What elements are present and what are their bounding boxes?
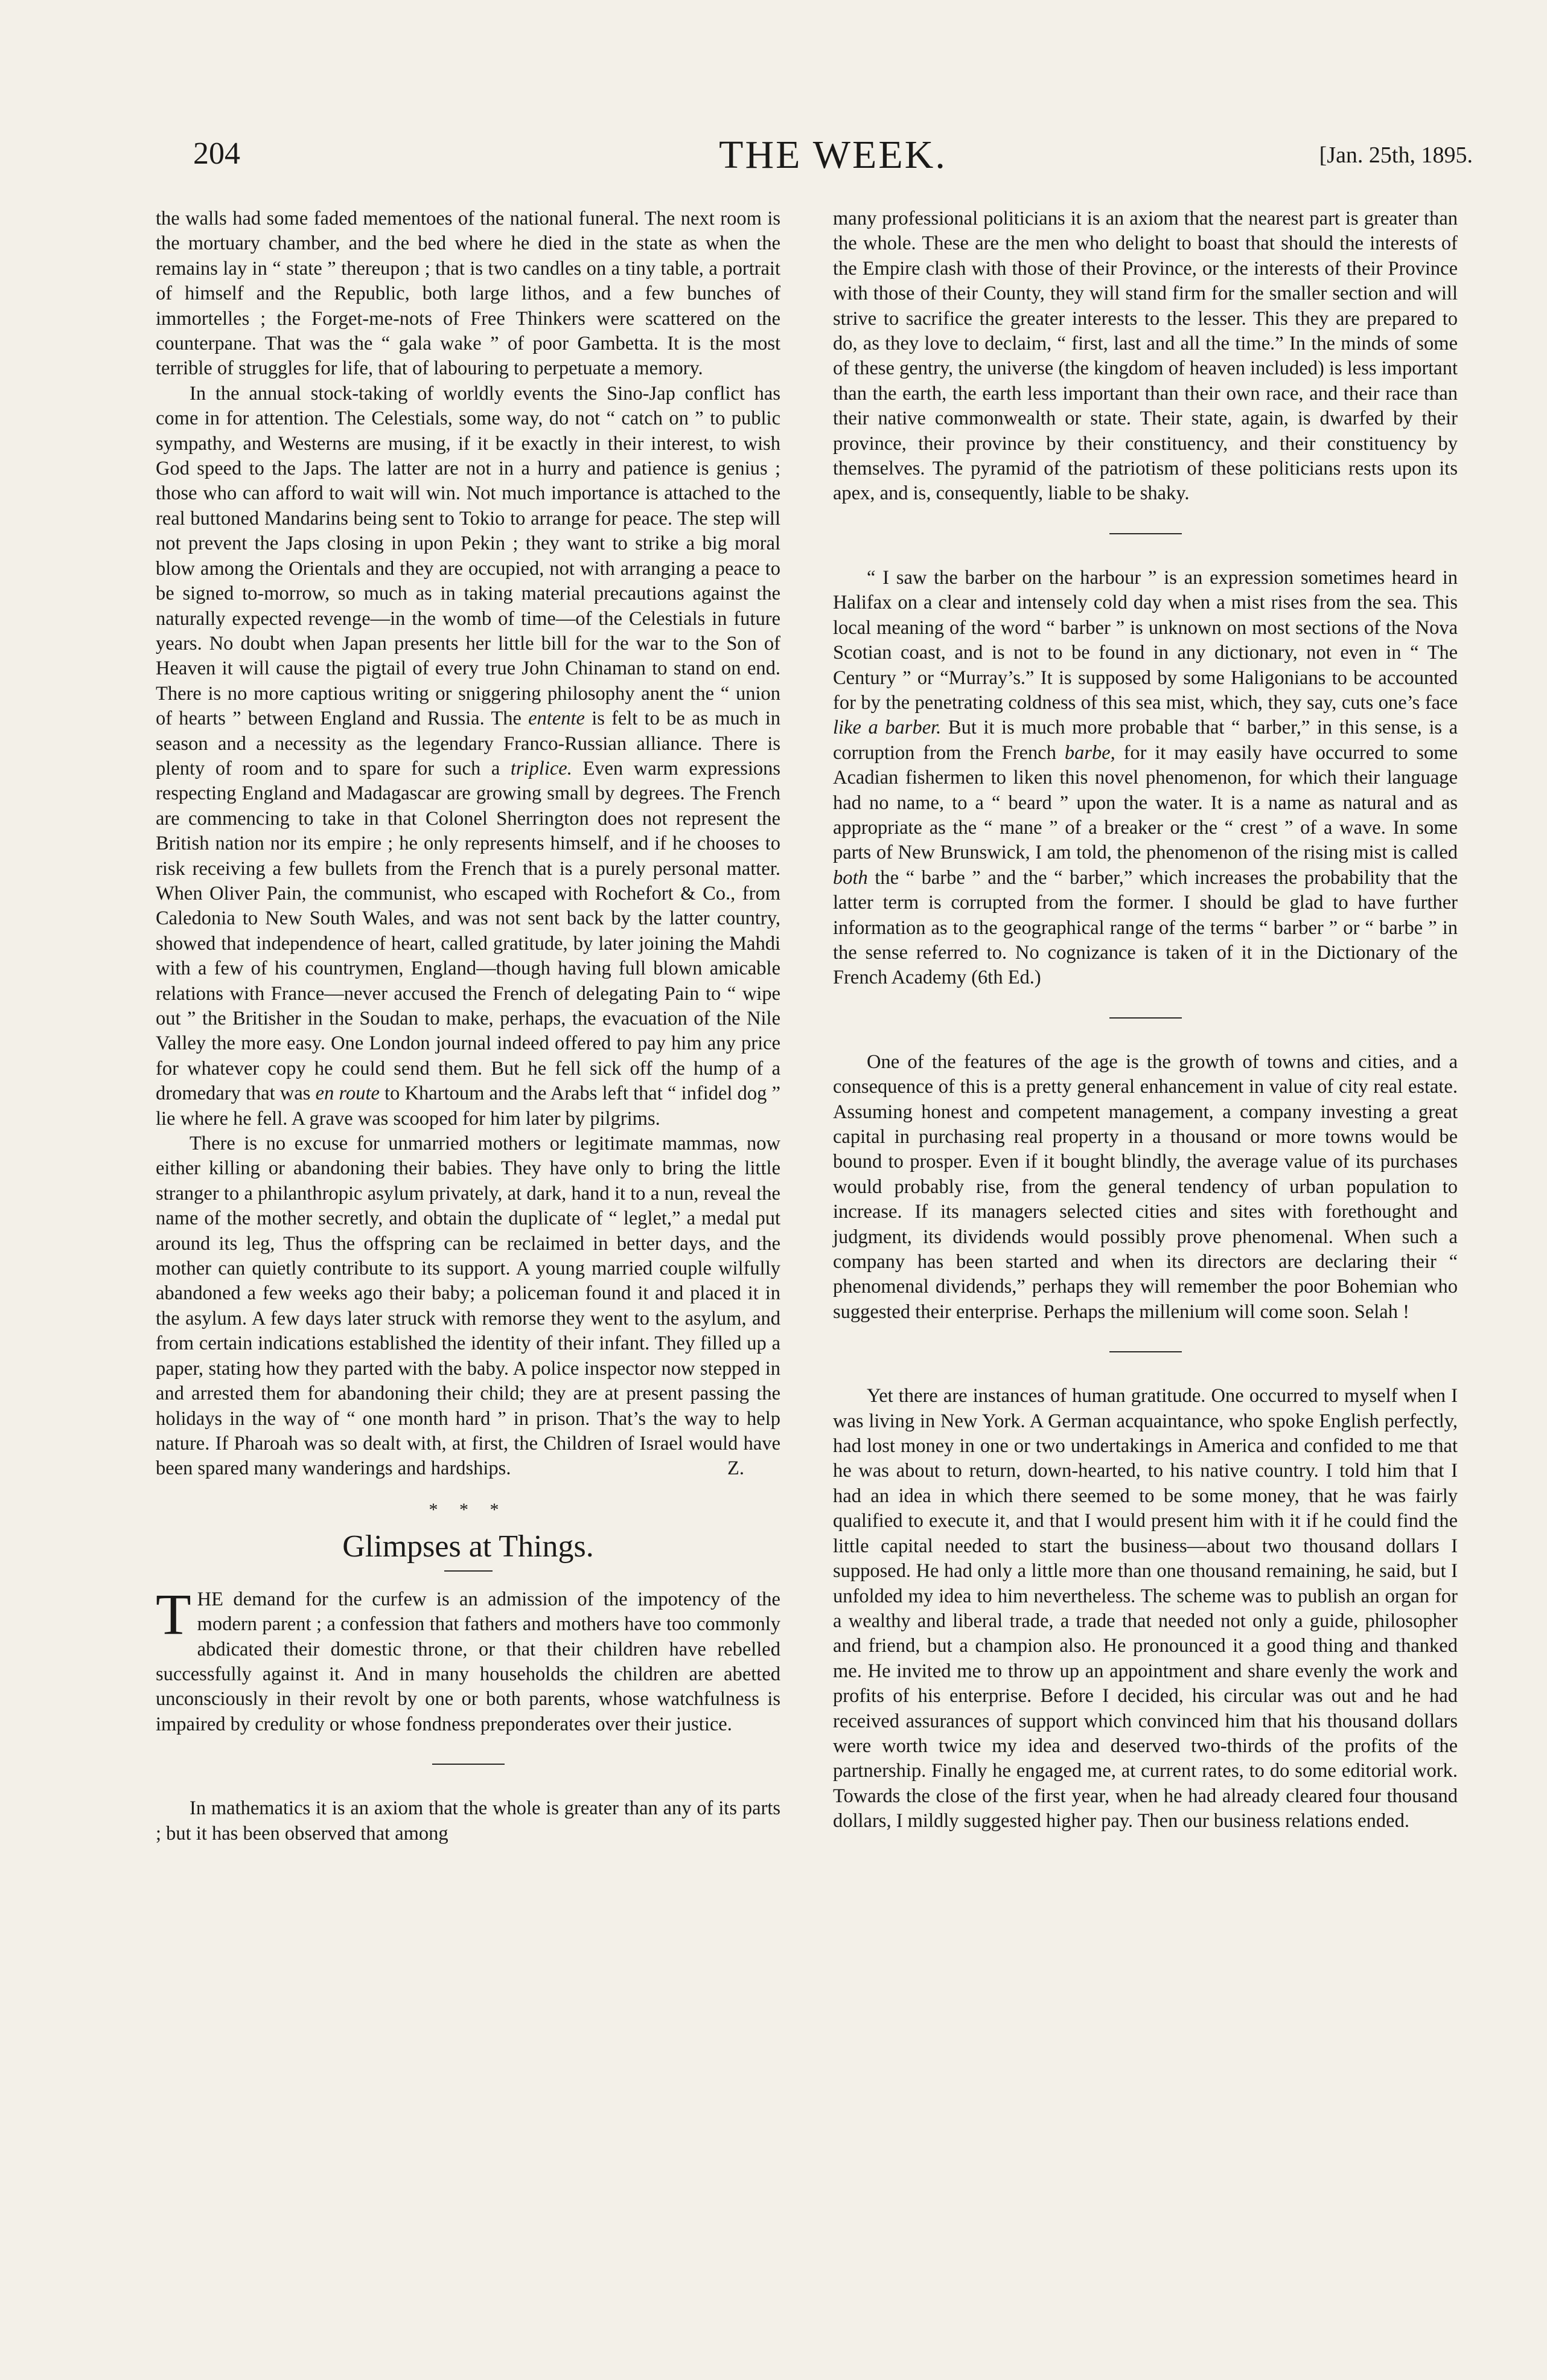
text-run: There is no excuse for unmarried mothers or legitimate mammas, now either killing or abandoning their babies. They have only to bring the little stranger to a philanthropic asylum privately, at dark, hand it to a nun, reveal the name of the mother secretly, and obtain the duplicate of “ leglet,” a medal put around its leg, Thus the offspring can be reclaimed in better days, and the mother can quietly contribute to its support. A young married couple wilfully abandoned a few weeks ago their baby; a policeman found it and placed it in the asylum. A few days later struck with remorse they went to the asylum, and from certain indications established the identity of their infant. They filled up a paper, stating how they parted with the baby. A police inspector now stepped in and arrested them for abandoning their child; they are at present passing the holidays in the way of “ one month hard ” in prison. That’s the way to help nature. If Pharoah was so dealt with, at first, the Children of Israel would have been spared many wanderings and hardships. xyxy=(156,1133,780,1480)
section-divider xyxy=(1109,1351,1182,1352)
page-header xyxy=(193,133,1473,190)
paragraph-asylum xyxy=(156,1131,780,1482)
paragraph-politicians: many professional politicians it is an axiom that the nearest part is greater than the whole. These are the men who delight to boast that should the interests of the Empire clash with those of their Province, or the interests of their Province with those of their County, they will stand firm for the smaller section and will strive to sacrifice the greater interests to the lesser. This they are prepared to do, as they love to declaim, “ first, last and all the time.” In the minds of some of these gentry, the universe (the kingdom of heaven included) is less important than the earth, the earth less important than their own race, and their race than their native commonwealth or state. Their state, again, is dwarfed by their province, their province by their constituency, and their constituency by themselves. The pyramid of the patriotism of these politicians rests upon its apex, and is, consequently, liable to be shaky. xyxy=(833,208,1458,505)
page-number: 204 xyxy=(193,136,240,171)
text-run: Even warm expressions respecting England and Madagascar are growing small by degrees. The French are commencing to take in that Colonel Sherrington does not represent the British nation nor its empire ; he only represents himself, and if he chooses to risk receiving a few bullets from the French that is a purely personal matter. When Oliver Pain, the communist, who escaped with Rochefort & Co., from Caledonia to New South Wales, and was not sent back by the latter country, showed that independence of heart, called gratitude, by later joining the Mahdi with a few of his countrymen, England—though having full blown amicable relations with France—never accused the French of delegating Pain to “ wipe out ” the Britisher in the Soudan to make, perhaps, the evacuation of the Nile Valley the more easy. One London journal indeed offered to pay him any price for whatever copy he could send them. But he fell sick off the hump of a dromedary that was xyxy=(156,757,781,1105)
section-divider xyxy=(1109,1017,1182,1019)
paragraph-gambetta: the walls had some faded mementoes of the national funeral. The next room is the mortuary chamber, and the bed where he died in the state as when the remains lay in “ state ” thereupon ; that is two candles on a tiny table, a portrait of himself and the Republic, both large lithos, and a few bunches of immortelles ; the Forget-me-nots of Free Thinkers were scattered on the counterpane. That was the “ gala wake ” of poor Gambetta. It is the most terrible of struggles for life, that of labouring to perpetuate a memory. xyxy=(156,208,780,380)
section-heading: Glimpses at Things. xyxy=(342,1529,594,1564)
drop-cap: T xyxy=(156,1581,191,1646)
paragraph-barber xyxy=(833,566,1458,991)
text-run: for it may easily have occurred to some Acadian fishermen to liken this novel phenomenon, for which their language had no name, to a “ beard ” upon the water. It is a name as natural and as appropriate as the “ mane ” of a breaker or the “ crest ” of a wave. In some parts of New Brunswick, I am told, the phenomenon of the rising mist is called xyxy=(833,741,1458,864)
journal-title: THE WEEK. xyxy=(719,133,947,177)
paragraph-towns: One of the features of the age is the growth of towns and cities, and a consequence of this is a pretty general enhancement in value of city real estate. Assuming honest and competent management, a company investing a great capital in purchasing real property in a thousand or more towns would be bound to prosper. Even if it bought blindly, the average value of its purchases would probably rise, from the general tendency of urban population to increase. If its managers selected cities and sites with forethought and judgment, its dividends would possibly prove phenomenal. When such a company has been started and when its directors are declaring their “ phenomenal dividends,” perhaps they will remember the poor Bohemian who suggested their enterprise. Perhaps the millenium will come soon. Selah ! xyxy=(833,1051,1458,1323)
text-run: But it is much more probable that “ barber,” in this sense, is a corruption from the French xyxy=(833,717,1458,764)
italic-both: both xyxy=(833,866,868,889)
section-divider xyxy=(432,1764,505,1765)
heading-rule xyxy=(444,1570,493,1572)
text-run: is felt to be as much in season and a necessity as the legendary Franco-Russian alliance. There is plenty of room and to spare for such a xyxy=(156,708,781,779)
italic-like-a-barber: like a barber. xyxy=(833,717,942,739)
italic-barbe: barbe, xyxy=(1064,741,1115,764)
italic-triplice: triplice. xyxy=(510,757,572,779)
italic-entente: entente xyxy=(528,708,585,730)
text-run: “ I saw the barber on the harbour ” is an expression sometimes heard in Halifax on a clear and intensely cold day when a mist rises from the sea. This local meaning of the word “ barber ” is unknown on most sections of the Nova Scotian coast, and is not to be found in any dictionary, not even in “ The Century ” or “Murray’s.” It is supposed by some Haligonians to be accounted for by the penetrating coldness of this sea mist, which, they say, cuts one’s face xyxy=(833,566,1458,714)
paragraph-mathematics: In mathematics it is an axiom that the whole is greater than any of its parts ; but it has been observed that among xyxy=(156,1797,780,1844)
issue-date: [Jan. 25th, 1895. xyxy=(1319,142,1473,168)
paragraph-gratitude: Yet there are instances of human gratitude. One occurred to myself when I was living in New York. A German acquaintance, who spoke English perfectly, had lost money in one or two undertakings in America and confided to me that he was about to return, down-hearted, to his native country. I told him that I had an idea in which there seemed to be some money, that he was fairly qualified to execute it, and that I would present him with it if he could find the little capital needed to start the business—about two thousand dollars I supposed. He had only a little more than one thousand remaining, he said, but I unfolded my idea to him nevertheless. The scheme was to publish an organ for a wealthy and liberal trade, a trade that needed not only a guide, philosopher and friend, but a champion also. He pronounced it a good thing and thanked me. He invited me to throw up an appointment and share evenly the work and profits of his enterprise. Before I decided, his circular was out and he had received assurances of support which convinced him that his thousand dollars were worth twice my idea and deserved two-thirds of the profits of the partnership. Finally he engaged me, at current rates, to do some editorial work. Towards the close of the first year, when he had already cleared four thousand dollars, I mildly suggested higher pay. Then our business relations ended. xyxy=(833,1385,1458,1832)
paragraph-curfew xyxy=(156,1581,780,1737)
paragraph-sino-jap xyxy=(156,382,780,1131)
section-stars: * * * xyxy=(429,1499,508,1520)
author-signature: Z. xyxy=(727,1457,744,1480)
italic-en-route: en route xyxy=(315,1083,380,1105)
text-run: In the annual stock-taking of worldly events the Sino-Jap conflict has come in for attention. The Celestials, some way, do not “ catch on ” to public sympathy, and Westerns are musing, if it be exactly in their interest, to wish God speed to the Japs. The latter are not in a hurry and patience is genius ; those who can afford to wait will win. Not much importance is attached to the real buttoned Mandarins being sent to Tokio to arrange for peace. The step will not prevent the Japs closing in upon Pekin ; they want to strike a big moral blow among the Orientals and they are occupied, not with arranging a peace to be signed to-morrow, so much as in taking material precautions against the naturally expected revenge—in the womb of time—of the Celestials in future years. No doubt when Japan presents her little bill for the war to the Son of Heaven it will cause the pigtail of every true John Chinaman to stand on end. There is no more captious writing or sniggering philosophy anent the “ union of hearts ” between England and Russia. The xyxy=(156,382,780,730)
left-column xyxy=(156,206,780,1846)
text-run: HE demand for the curfew is an admission of the impotency of the modern parent ; a confession that fathers and mothers have too commonly abdicated their domestic throne, or that their children have rebelled successfully against it. And in many households the children are abetted unconsciously in their revolt by one or both parents, whose watchfulness is impaired by credulity or whose fondness preponderates over their justice. xyxy=(156,1588,780,1735)
right-column xyxy=(833,206,1458,1834)
text-run: to Khartoum and the Arabs left that “ infidel dog ” lie where he fell. A grave was scooped for him later by pilgrims. xyxy=(156,1083,781,1130)
text-run: the “ barbe ” and the “ barber,” which increases the probability that the latter term is corrupted from the former. I should be glad to have further information as to the geographical range of the terms “ barber ” or “ barbe ” in the sense referred to. No cognizance is taken of it in the Dictionary of the French Academy (6th Ed.) xyxy=(833,866,1458,989)
section-divider xyxy=(1109,533,1182,534)
